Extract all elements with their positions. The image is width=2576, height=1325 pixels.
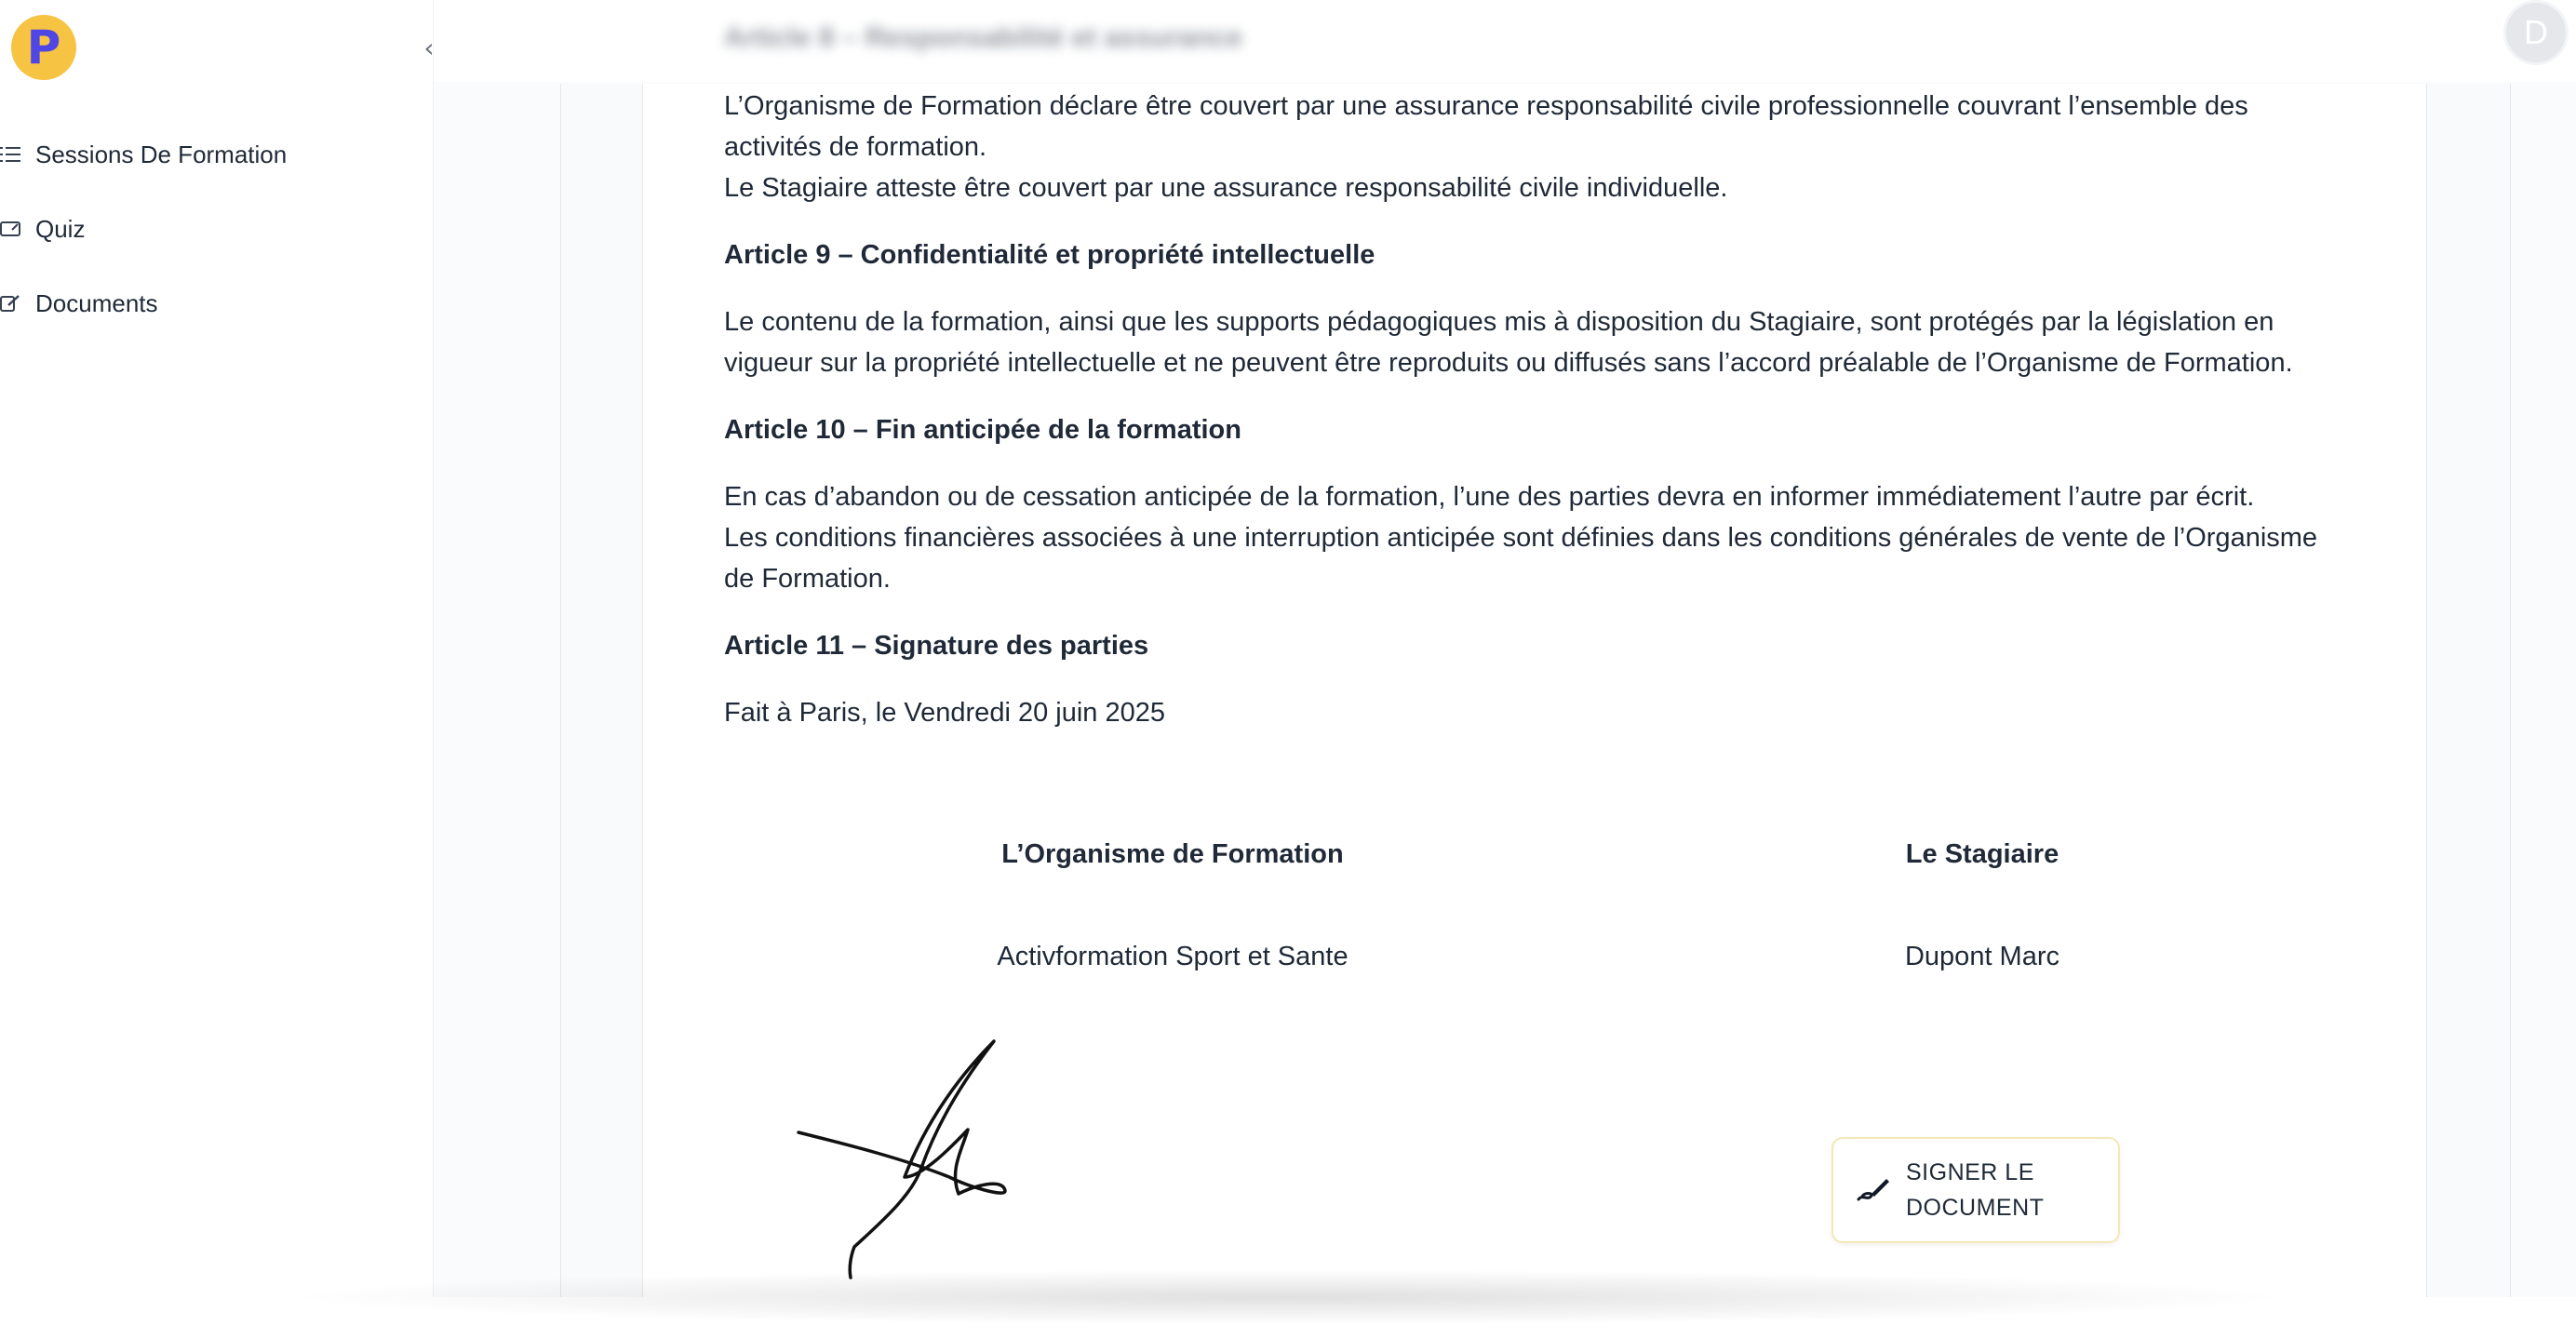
article-10-text-1: En cas d’abandon ou de cessation anticipée de la formation, l’une des parties devra en informer immédiatement l’autre par écrit. xyxy=(724,482,2255,512)
sidebar-item-label: Sessions De Formation xyxy=(35,140,288,168)
article-10-title: Article 10 – Fin anticipée de la formation xyxy=(724,415,1241,445)
place-date: Fait à Paris, le Vendredi 20 juin 2025 xyxy=(724,698,1165,728)
document-body xyxy=(724,86,2353,733)
article-9-text: Le contenu de la formation, ainsi que les supports pédagogiques mis à disposition du Stagiaire, sont protégés par la législation en vigueur sur la propriété intellectuelle et ne peuvent être reproduits ou diffusés sans l’accord préalable de l’Organisme de Formation. xyxy=(724,307,2293,378)
logo-letter: P xyxy=(26,20,61,74)
sidebar xyxy=(0,0,434,1297)
pen-signature-icon xyxy=(1854,1171,1893,1210)
article-11-title: Article 11 – Signature des parties xyxy=(724,631,1149,661)
quiz-icon xyxy=(0,219,20,239)
article-9-title: Article 9 – Confidentialité et propriété intellectuelle xyxy=(724,240,1375,270)
sidebar-item-documents[interactable] xyxy=(0,285,287,322)
sign-document-button[interactable] xyxy=(1831,1137,2120,1243)
sidebar-item-label: Quiz xyxy=(35,214,86,243)
chevron-left-icon: ‹ xyxy=(423,32,435,63)
sidebar-nav xyxy=(0,136,287,359)
sidebar-item-label: Documents xyxy=(35,288,158,317)
sidebar-item-sessions[interactable] xyxy=(0,136,287,173)
trainee-name: Dupont Marc xyxy=(1904,942,2059,971)
sidebar-item-quiz[interactable] xyxy=(0,210,287,248)
assurance-paragraph-1: L’Organisme de Formation déclare être couvert par une assurance responsabilité civile professionnelle couvrant l’ensemble des activités de formation. xyxy=(724,91,2248,162)
app-logo[interactable] xyxy=(11,15,76,80)
document-edit-icon xyxy=(0,293,20,314)
sign-button-label: SIGNER LE DOCUMENT xyxy=(1906,1159,2045,1221)
org-name: Activformation Sport et Sante xyxy=(997,942,1348,971)
org-signature-title: L’Organisme de Formation xyxy=(1001,839,1344,869)
assurance-paragraph-2: Le Stagiaire atteste être couvert par une assurance responsabilité civile individuelle. xyxy=(724,173,1728,203)
blurred-article-title: Article 8 – Responsabilité et assurance xyxy=(724,22,1242,53)
bottom-shadow xyxy=(279,1269,2297,1325)
org-handwritten-signature xyxy=(791,1037,1014,1279)
article-10-text-2: Les conditions financières associées à une interruption anticipée sont définies dans les conditions générales de vente de l’Organisme de Formation. xyxy=(724,523,2318,594)
trainee-signature-title: Le Stagiaire xyxy=(1905,839,2059,869)
collapse-sidebar-button[interactable] xyxy=(415,33,443,61)
list-icon xyxy=(0,144,20,165)
user-avatar[interactable]: D xyxy=(2503,0,2569,65)
